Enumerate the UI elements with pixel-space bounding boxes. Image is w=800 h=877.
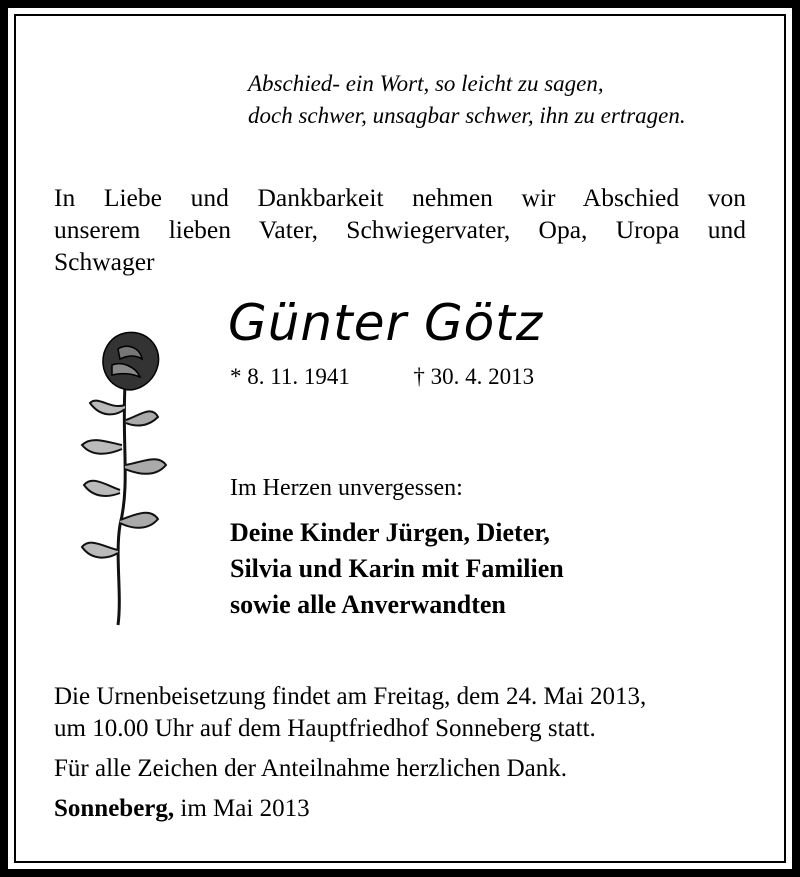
quote — [248, 68, 686, 132]
thanks-text: Für alle Zeichen der Anteilnahme herzlichen Dank. — [54, 755, 567, 782]
mourners-heading: Im Herzen unvergessen: — [230, 475, 463, 501]
deceased-name: Günter Götz — [228, 294, 544, 352]
intro-line-2: unserem lieben Vater, Schwiegervater, Opa, Uropa und — [54, 215, 746, 244]
intro-text — [54, 182, 746, 278]
rose-icon — [70, 325, 180, 635]
life-dates — [230, 364, 534, 390]
quote-line-1: Abschied- ein Wort, so leicht zu sagen, — [248, 71, 604, 96]
funeral-line-2: um 10.00 Uhr auf dem Hauptfriedhof Sonneberg statt. — [54, 715, 596, 742]
funeral-info — [54, 681, 646, 745]
birth-date: * 8. 11. 1941 — [230, 364, 350, 389]
funeral-line-1: Die Urnenbeisetzung findet am Freitag, dem 24. Mai 2013, — [54, 683, 647, 710]
mourners-list — [230, 515, 564, 623]
mourners-line-2: Silvia und Karin mit Familien — [230, 554, 564, 583]
place-date — [54, 795, 310, 823]
intro-line-1: In Liebe und Dankbarkeit nehmen wir Abschied von — [54, 183, 746, 212]
mourners-line-1: Deine Kinder Jürgen, Dieter, — [230, 518, 550, 547]
quote-line-2: doch schwer, unsagbar schwer, ihn zu ertragen. — [248, 103, 686, 128]
death-date: † 30. 4. 2013 — [413, 364, 535, 389]
mourners-line-3: sowie alle Anverwandten — [230, 590, 506, 619]
place-city: Sonneberg, — [54, 795, 175, 822]
intro-line-3: Schwager — [54, 247, 155, 276]
place-date-text: im Mai 2013 — [174, 795, 310, 822]
